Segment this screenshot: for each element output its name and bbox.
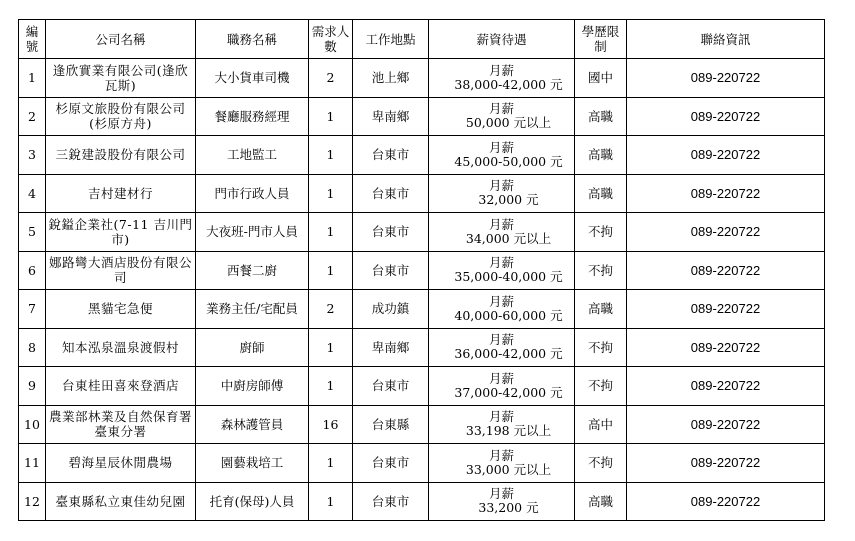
cell-job: 園藝栽培工 — [196, 444, 309, 483]
header-count: 需求人數 — [309, 20, 353, 59]
table-row — [19, 59, 825, 98]
cell-no: 7 — [19, 290, 46, 329]
cell-count: 1 — [309, 367, 353, 406]
cell-salary — [429, 97, 575, 136]
cell-education: 不拘 — [575, 251, 627, 290]
cell-salary — [429, 136, 575, 175]
cell-location: 台東市 — [353, 367, 429, 406]
cell-count: 1 — [309, 136, 353, 175]
cell-count: 16 — [309, 405, 353, 444]
cell-company: 台東桂田喜來登酒店 — [46, 367, 196, 406]
job-listing-table — [18, 19, 825, 521]
cell-job: 業務主任/宅配員 — [196, 290, 309, 329]
salary-label: 月薪 — [488, 255, 514, 271]
cell-company: 銳鎰企業社(7-11 吉川門市) — [46, 213, 196, 252]
cell-location: 成功鎮 — [353, 290, 429, 329]
cell-education: 高職 — [575, 136, 627, 175]
cell-contact: 089-220722 — [627, 482, 825, 521]
cell-location: 卑南鄉 — [353, 97, 429, 136]
cell-company: 農業部林業及自然保育署臺東分署 — [46, 405, 196, 444]
cell-job: 森林護管員 — [196, 405, 309, 444]
table-row — [19, 251, 825, 290]
table-body — [19, 59, 825, 521]
cell-education: 高中 — [575, 405, 627, 444]
cell-no: 4 — [19, 174, 46, 213]
cell-salary — [429, 328, 575, 367]
cell-location: 台東市 — [353, 251, 429, 290]
table-row — [19, 367, 825, 406]
salary-amount: 40,000-60,000 元 — [454, 307, 563, 323]
salary-label: 月薪 — [488, 216, 514, 232]
cell-job: 工地監工 — [196, 136, 309, 175]
cell-job: 西餐二廚 — [196, 251, 309, 290]
salary-label: 月薪 — [488, 486, 514, 502]
cell-company: 知本泓泉溫泉渡假村 — [46, 328, 196, 367]
cell-education: 國中 — [575, 59, 627, 98]
header-company: 公司名稱 — [46, 20, 196, 59]
cell-company: 臺東縣私立東佳幼兒園 — [46, 482, 196, 521]
cell-no: 11 — [19, 444, 46, 483]
cell-no: 3 — [19, 136, 46, 175]
cell-company: 吉村建材行 — [46, 174, 196, 213]
cell-contact: 089-220722 — [627, 444, 825, 483]
salary-amount: 33,000 元以上 — [465, 461, 552, 477]
cell-education: 不拘 — [575, 213, 627, 252]
cell-count: 1 — [309, 482, 353, 521]
cell-location: 台東縣 — [353, 405, 429, 444]
table-row — [19, 174, 825, 213]
table-row — [19, 213, 825, 252]
cell-education: 高職 — [575, 97, 627, 136]
cell-job: 大小貨車司機 — [196, 59, 309, 98]
cell-location: 卑南鄉 — [353, 328, 429, 367]
cell-count: 1 — [309, 251, 353, 290]
salary-amount: 34,000 元以上 — [465, 230, 552, 246]
cell-company: 三銳建設股份有限公司 — [46, 136, 196, 175]
table-row — [19, 405, 825, 444]
cell-education: 不拘 — [575, 328, 627, 367]
cell-company: 杉原文旅股份有限公司(杉原方舟) — [46, 97, 196, 136]
cell-no: 2 — [19, 97, 46, 136]
cell-salary — [429, 444, 575, 483]
cell-salary — [429, 251, 575, 290]
table-row — [19, 482, 825, 521]
salary-amount: 36,000-42,000 元 — [454, 346, 563, 362]
cell-no: 12 — [19, 482, 46, 521]
cell-contact: 089-220722 — [627, 328, 825, 367]
cell-salary — [429, 59, 575, 98]
cell-location: 台東市 — [353, 482, 429, 521]
cell-education: 高職 — [575, 482, 627, 521]
table-row — [19, 328, 825, 367]
table-header-row — [19, 20, 825, 59]
cell-job: 廚師 — [196, 328, 309, 367]
cell-contact: 089-220722 — [627, 174, 825, 213]
cell-salary — [429, 405, 575, 444]
salary-amount: 38,000-42,000 元 — [454, 76, 563, 92]
cell-count: 2 — [309, 59, 353, 98]
cell-education: 高職 — [575, 174, 627, 213]
cell-count: 1 — [309, 213, 353, 252]
header-education: 學歷限制 — [575, 20, 627, 59]
cell-no: 10 — [19, 405, 46, 444]
salary-amount: 33,198 元以上 — [465, 423, 552, 439]
cell-count: 1 — [309, 444, 353, 483]
salary-amount: 33,200 元 — [478, 500, 539, 516]
header-contact: 聯絡資訊 — [627, 20, 825, 59]
salary-label: 月薪 — [488, 178, 514, 194]
table-row — [19, 97, 825, 136]
salary-label: 月薪 — [488, 293, 514, 309]
cell-company: 娜路彎大酒店股份有限公司 — [46, 251, 196, 290]
cell-location: 台東市 — [353, 136, 429, 175]
header-job: 職務名稱 — [196, 20, 309, 59]
cell-no: 5 — [19, 213, 46, 252]
salary-label: 月薪 — [488, 409, 514, 425]
cell-no: 6 — [19, 251, 46, 290]
cell-count: 1 — [309, 174, 353, 213]
cell-salary — [429, 213, 575, 252]
cell-job: 餐廳服務經理 — [196, 97, 309, 136]
salary-label: 月薪 — [488, 370, 514, 386]
cell-location: 台東市 — [353, 213, 429, 252]
cell-salary — [429, 482, 575, 521]
salary-label: 月薪 — [488, 447, 514, 463]
cell-job: 托育(保母)人員 — [196, 482, 309, 521]
cell-education: 不拘 — [575, 367, 627, 406]
cell-contact: 089-220722 — [627, 136, 825, 175]
cell-contact: 089-220722 — [627, 59, 825, 98]
header-salary: 薪資待遇 — [429, 20, 575, 59]
salary-label: 月薪 — [488, 101, 514, 117]
cell-no: 9 — [19, 367, 46, 406]
salary-label: 月薪 — [488, 332, 514, 348]
cell-salary — [429, 174, 575, 213]
salary-amount: 32,000 元 — [478, 192, 539, 208]
cell-company: 黑貓宅急便 — [46, 290, 196, 329]
table-row — [19, 136, 825, 175]
cell-education: 高職 — [575, 290, 627, 329]
salary-amount: 50,000 元以上 — [465, 115, 552, 131]
cell-contact: 089-220722 — [627, 367, 825, 406]
table-row — [19, 444, 825, 483]
cell-count: 1 — [309, 328, 353, 367]
cell-count: 1 — [309, 97, 353, 136]
header-location: 工作地點 — [353, 20, 429, 59]
salary-label: 月薪 — [488, 62, 514, 78]
cell-location: 池上鄉 — [353, 59, 429, 98]
cell-location: 台東市 — [353, 174, 429, 213]
cell-count: 2 — [309, 290, 353, 329]
cell-company: 逢欣實業有限公司(逢欣瓦斯) — [46, 59, 196, 98]
salary-amount: 35,000-40,000 元 — [454, 269, 563, 285]
cell-contact: 089-220722 — [627, 97, 825, 136]
cell-company: 碧海星辰休閒農場 — [46, 444, 196, 483]
salary-label: 月薪 — [488, 139, 514, 155]
table-row — [19, 290, 825, 329]
job-listing-sheet — [18, 19, 825, 521]
cell-job: 大夜班-門市人員 — [196, 213, 309, 252]
cell-no: 8 — [19, 328, 46, 367]
cell-contact: 089-220722 — [627, 251, 825, 290]
cell-no: 1 — [19, 59, 46, 98]
cell-job: 門市行政人員 — [196, 174, 309, 213]
salary-amount: 45,000-50,000 元 — [454, 153, 563, 169]
cell-contact: 089-220722 — [627, 405, 825, 444]
cell-education: 不拘 — [575, 444, 627, 483]
cell-salary — [429, 367, 575, 406]
cell-job: 中廚房師傅 — [196, 367, 309, 406]
cell-location: 台東市 — [353, 444, 429, 483]
cell-contact: 089-220722 — [627, 290, 825, 329]
cell-salary — [429, 290, 575, 329]
header-no: 編號 — [19, 20, 46, 59]
cell-contact: 089-220722 — [627, 213, 825, 252]
salary-amount: 37,000-42,000 元 — [454, 384, 563, 400]
